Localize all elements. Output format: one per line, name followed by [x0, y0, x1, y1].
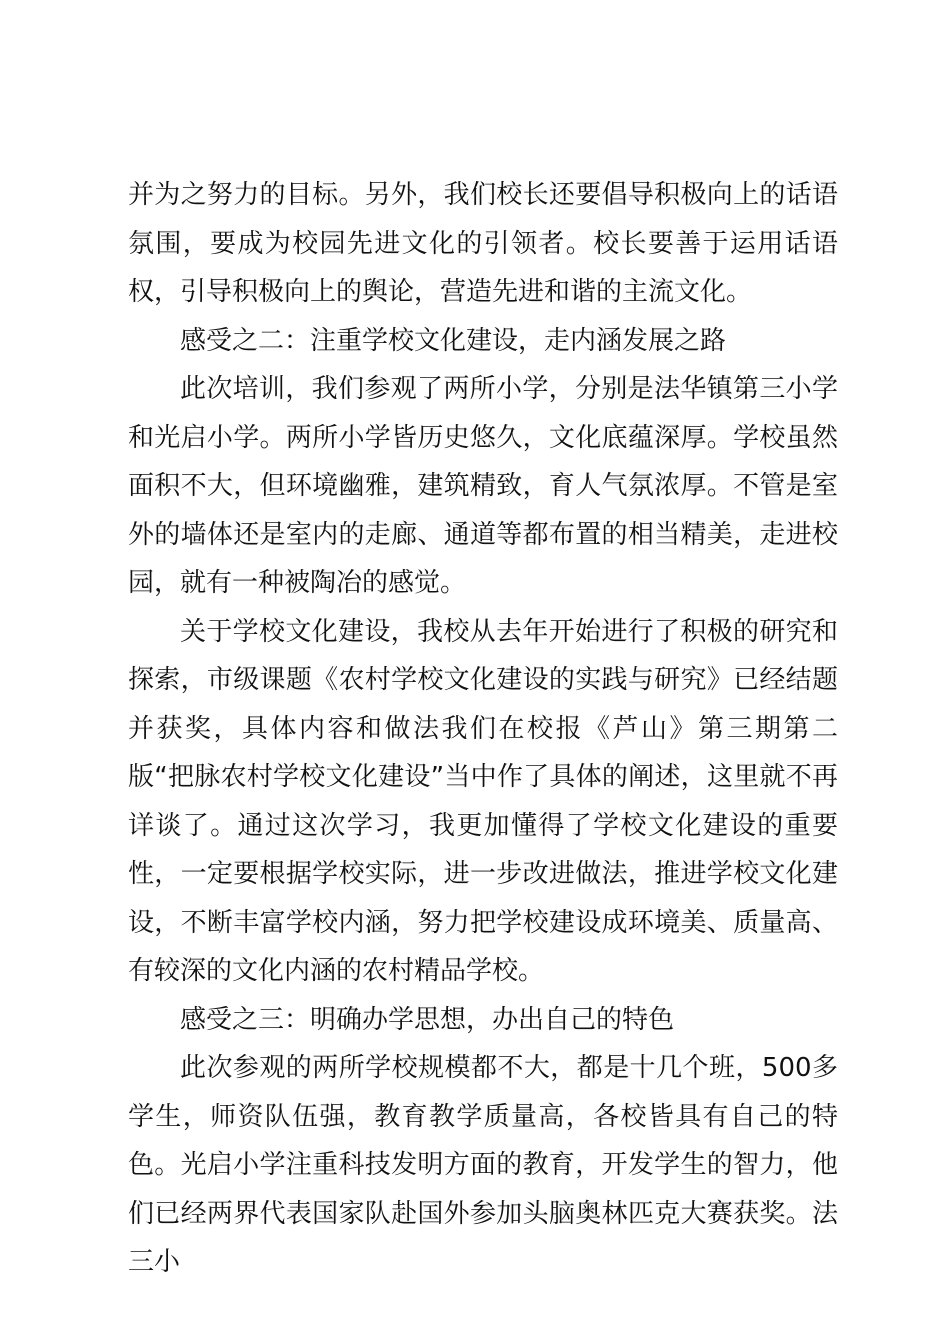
document-body: [128, 171, 838, 1287]
section-heading-three: 感受之三：明确办学思想，办出自己的特色: [180, 1004, 675, 1035]
paragraph-continuation: 并为之努力的目标。另外，我们校长还要倡导积极向上的话语氛围，要成为校园先进文化的引领者。校长要善于运用话语权，引导积极向上的舆论，营造先进和谐的主流文化。: [128, 180, 838, 307]
paragraph-school-culture: 关于学校文化建设，我校从去年开始进行了积极的研究和探索，市级课题《农村学校文化建设的实践与研究》已经结题并获奖，具体内容和做法我们在校报《芦山》第三期第二版“把脉农村学校文化建设”当中作了具体的阐述，这里就不再详谈了。通过这次学习，我更加懂得了学校文化建设的重要性，一定要根据学校实际，进一步改进做法，推进学校文化建设，不断丰富学校内涵，努力把学校建设成环境美、质量高、有较深的文化内涵的农村精品学校。: [128, 616, 838, 986]
paragraph-visit-schools: 此次培训，我们参观了两所小学，分别是法华镇第三小学和光启小学。两所小学皆历史悠久，文化底蕴深厚。学校虽然面积不大，但环境幽雅，建筑精致，育人气氛浓厚。不管是室外的墙体还是室内的走廊、通道等都布置的相当精美，走进校园，就有一种被陶冶的感觉。: [128, 374, 838, 598]
paragraph-school-features: 此次参观的两所学校规模都不大，都是十几个班，500多学生，师资队伍强，教育教学质量高，各校皆具有自己的特色。光启小学注重科技发明方面的教育，开发学生的智力，他们已经两界代表国家队赴国外参加头脑奥林匹克大赛获奖。法三小: [128, 1053, 838, 1277]
section-heading-two: 感受之二：注重学校文化建设，走内涵发展之路: [180, 325, 727, 356]
